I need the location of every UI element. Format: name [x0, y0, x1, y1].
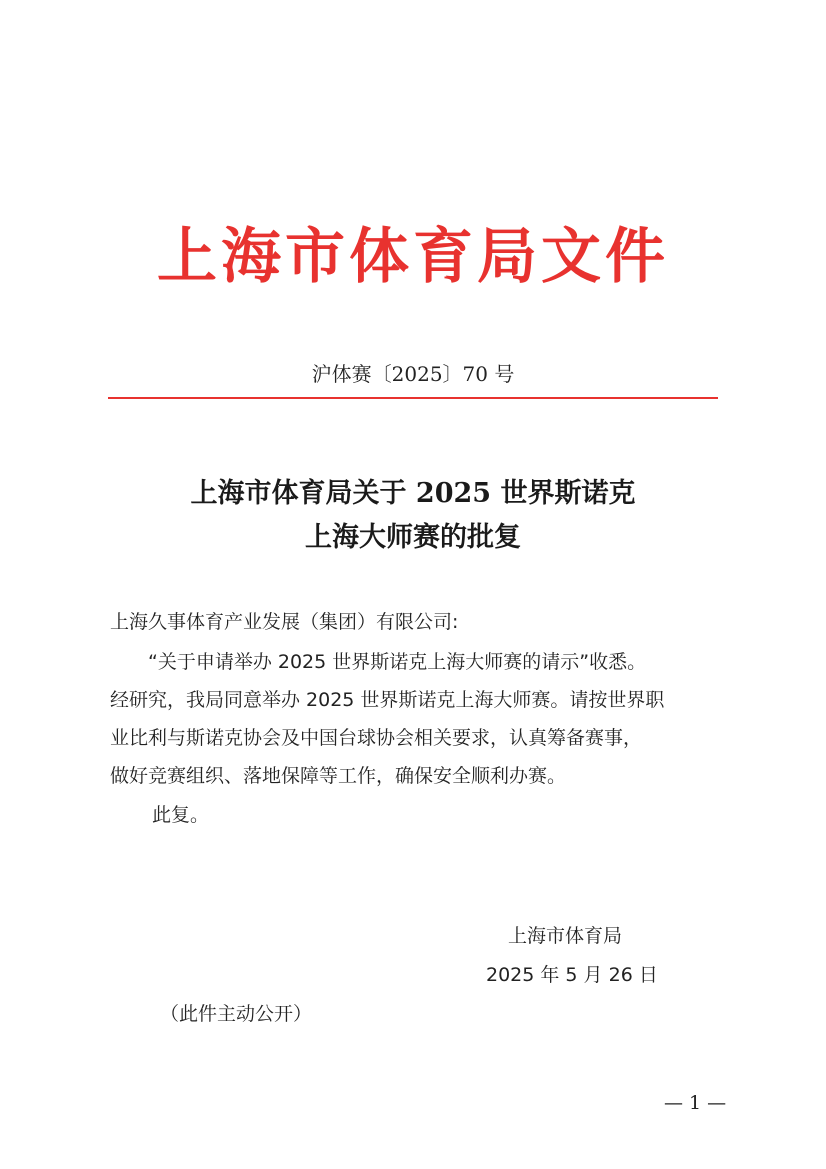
- body-paragraph-line-2: 经研究，我局同意举办 2025 世界斯诺克上海大师赛。请按世界职: [110, 689, 665, 711]
- body-paragraph-line-1: “关于申请举办 2025 世界斯诺克上海大师赛的请示”收悉。: [148, 651, 647, 673]
- addressee: 上海久事体育产业发展（集团）有限公司:: [110, 611, 459, 633]
- red-divider-line: [108, 397, 718, 399]
- document-number: 沪体赛〔2025〕70 号: [311, 362, 515, 386]
- document-title-line-1: 上海市体育局关于 2025 世界斯诺克: [190, 478, 636, 509]
- signature-organization: 上海市体育局: [508, 925, 623, 947]
- signature-date: 2025 年 5 月 26 日: [486, 964, 658, 986]
- document-title: [0, 472, 826, 560]
- document-header-title: 上海市体育局文件: [157, 222, 669, 292]
- page-number: — 1 —: [664, 1092, 727, 1114]
- body-paragraph: [110, 643, 730, 795]
- body-paragraph-line-4: 做好竞赛组织、落地保障等工作，确保安全顺利办赛。: [110, 765, 567, 787]
- document-title-line-2: 上海大师赛的批复: [305, 522, 521, 553]
- closing-text: 此复。: [152, 804, 210, 826]
- body-paragraph-line-3: 业比利与斯诺克协会及中国台球协会相关要求，认真筹备赛事，: [110, 727, 643, 749]
- disclosure-note: （此件主动公开）: [160, 1003, 313, 1025]
